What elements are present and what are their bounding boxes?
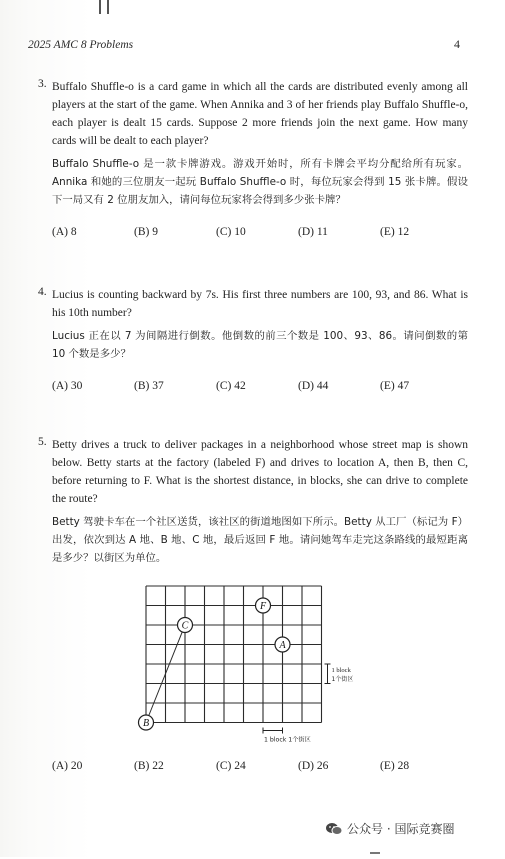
street-grid (146, 586, 322, 723)
choice-b[interactable]: (B) 22 (134, 760, 164, 772)
vertical-scale-label-en: 1 block (331, 666, 351, 674)
problem-number: 5. (38, 436, 47, 448)
vertical-scale-label-zh: 1个街区 (331, 675, 354, 683)
wechat-watermark (325, 820, 454, 837)
problem-english-text: Lucius is counting backward by 7s. His first three numbers are 100, 93, and 86. What is his 10th number? (52, 289, 468, 319)
problem-number: 4. (38, 286, 47, 298)
choice-c[interactable]: (C) 24 (216, 760, 246, 772)
answer-choices (52, 226, 468, 244)
page-header-title: 2025 AMC 8 Problems (28, 39, 134, 51)
problem-5 (38, 436, 468, 567)
choice-b[interactable]: (B) 37 (134, 380, 164, 392)
binding-mark (99, 0, 109, 14)
problem-4 (38, 286, 468, 398)
wechat-icon (325, 822, 343, 836)
location-label-c: C (181, 620, 189, 632)
answer-choices (52, 380, 468, 398)
choice-d[interactable]: (D) 11 (298, 226, 328, 238)
street-map-svg (130, 578, 354, 744)
location-label-f: F (259, 601, 267, 613)
page-number: 4 (454, 37, 460, 51)
street-map-figure (130, 578, 354, 744)
choice-e[interactable]: (E) 12 (380, 226, 410, 238)
choice-b[interactable]: (B) 9 (134, 226, 158, 238)
problem-chinese-text: Lucius 正在以 7 为间隔进行倒数。他倒数的前三个数是 100、93、86。请问倒数的第 10 个数是多少？ (52, 330, 468, 360)
problem-chinese-text: Betty 驾驶卡车在一个社区送货，该社区的街道地图如下所示。Betty 从工厂（标记为 F）出发，依次到达 A 地、B 地、C 地，最后返回 F 地。请问她驾车走完这条路线的最短距离是多少？以街区为单位。 (52, 516, 468, 564)
problem-5-choices (38, 760, 468, 778)
horizontal-scale-label: 1 block 1个街区 (264, 736, 311, 744)
location-label-b: B (142, 718, 150, 730)
answer-choices (52, 760, 468, 778)
watermark-text: 公众号 · 国际竞赛圈 (347, 822, 455, 836)
choice-a[interactable]: (A) 30 (52, 380, 83, 392)
choice-a[interactable]: (A) 20 (52, 760, 83, 772)
choice-a[interactable]: (A) 8 (52, 226, 77, 238)
choice-e[interactable]: (E) 28 (380, 760, 410, 772)
choice-e[interactable]: (E) 47 (380, 380, 410, 392)
scale-indicators (263, 664, 353, 744)
problem-3 (38, 78, 468, 244)
problem-english-text: Buffalo Shuffle-o is a card game in which all the cards are distributed evenly among all players at the start of the game. When Annika and 3 of her friends play Buffalo Shuffle-o, each player is dealt 15 cards. Suppose 2 more friends join the next game. How many cards will be dealt to each player? (52, 81, 468, 147)
problem-chinese-text: Buffalo Shuffle-o 是一款卡牌游戏。游戏开始时，所有卡牌会平均分配给所有玩家。Annika 和她的三位朋友一起玩 Buffalo Shuffle-o 时，每位玩家会得到 15 张卡牌。假设下一局又有 2 位朋友加入，请问每位玩家将会得到多少张卡牌？ (52, 158, 468, 206)
problem-number: 3. (38, 78, 47, 90)
bottom-mark (370, 852, 380, 859)
problem-english-text: Betty drives a truck to deliver packages in a neighborhood whose street map is shown below. Betty starts at the factory (labeled F) and drives to location A, then B, then C, before returning to F. What is the shortest distance, in blocks, she can drive to complete the route? (52, 439, 468, 505)
choice-c[interactable]: (C) 42 (216, 380, 246, 392)
choice-d[interactable]: (D) 44 (298, 380, 329, 392)
location-label-a: A (279, 640, 286, 652)
choice-d[interactable]: (D) 26 (298, 760, 329, 772)
choice-c[interactable]: (C) 10 (216, 226, 246, 238)
